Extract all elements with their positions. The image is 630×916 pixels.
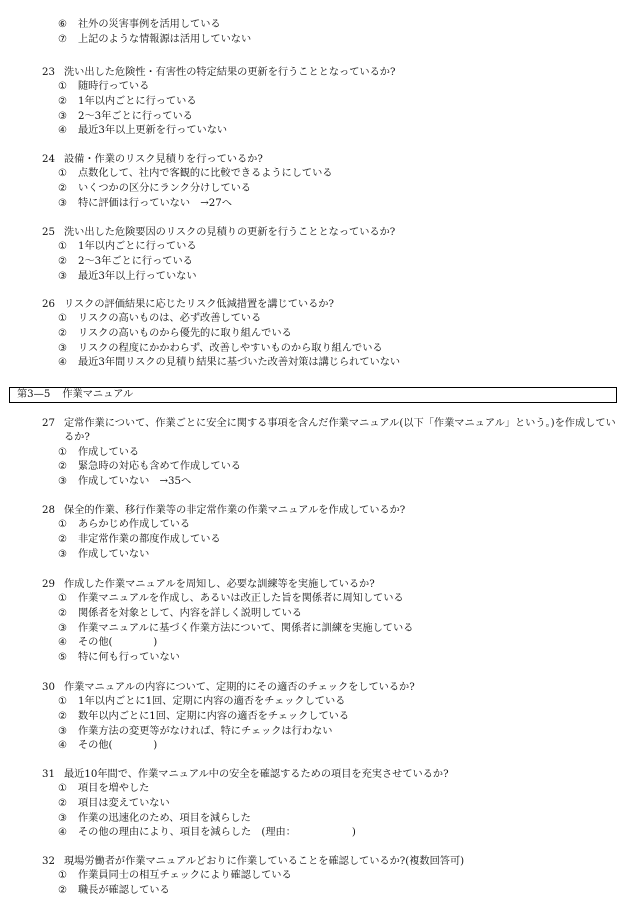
question-title: 29 作成した作業マニュアルを周知し、必要な訓練等を実施しているか? — [42, 579, 375, 590]
question-26 — [0, 298, 630, 371]
question-title: 30 作業マニュアルの内容について、定期的にその適否のチェックをしているか? — [42, 682, 415, 693]
continued-options — [0, 18, 630, 47]
options-list — [58, 312, 630, 370]
question-title: 27 定常作業について、作業ごとに安全に関する事項を含んだ作業マニュアル(以下「作業マニュアル」という。)を作成しているか? — [42, 418, 616, 444]
option-item: ④ その他( ) — [58, 637, 158, 649]
question-title: 26 リスクの評価結果に応じたリスク低減措置を講じているか? — [42, 299, 334, 310]
option-item: ③ 2〜3年ごとに行っている — [58, 110, 193, 122]
option-item: ③ 作業方法の変更等がなければ、特にチェックは行わない — [58, 725, 333, 737]
options-list — [58, 782, 630, 840]
section-number: 第3—5 — [17, 389, 51, 400]
options-list — [58, 240, 630, 284]
question-title: 31 最近10年間で、作業マニュアル中の安全を確認するための項目を充実させているか? — [42, 769, 449, 780]
option-item: ④ その他( ) — [58, 740, 158, 752]
question-23 — [0, 66, 630, 139]
option-item: ③ 特に評価は行っていない →27へ — [58, 197, 232, 209]
options-list — [58, 518, 630, 562]
question-32 — [0, 855, 630, 899]
option-item: ① 項目を増やした — [58, 783, 150, 795]
question-title: 25 洗い出した危険要因のリスクの見積りの更新を行うこととなっているか? — [42, 227, 396, 238]
option-item: ① 作業マニュアルを作成し、あるいは改正した旨を関係者に周知している — [58, 593, 404, 605]
option-item: ① リスクの高いものは、必ず改善している — [58, 313, 262, 325]
option-item: ③ 作成していない →35へ — [58, 476, 192, 487]
option-item: ④ 最近3年間リスクの見積り結果に基づいた改善対策は講じられていない — [58, 357, 401, 369]
option-item: ① 1年以内ごとに1回、定期に内容の適否をチェックしている — [58, 696, 346, 708]
question-title: 24 設備・作業のリスク見積りを行っているか? — [42, 154, 263, 165]
option-item: ⑦ 上記のような情報源は活用していない — [58, 33, 252, 45]
question-31 — [0, 768, 630, 841]
option-item: ① 随時行っている — [58, 81, 150, 93]
option-item: ③ 作成していない — [58, 548, 150, 560]
question-24 — [0, 153, 630, 211]
option-item: ③ 最近3年以上行っていない — [58, 270, 197, 282]
options-list — [58, 446, 630, 490]
option-item: ③ リスクの程度にかかわらず、改善しやすいものから取り組んでいる — [58, 342, 383, 354]
option-item: ② 1年以内ごとに行っている — [58, 96, 197, 107]
question-title: 23 洗い出した危険性・有害性の特定結果の更新を行うこととなっているか? — [42, 67, 396, 78]
option-item: ④ その他の理由により、項目を減らした (理由： ) — [58, 827, 356, 839]
question-30 — [0, 681, 630, 754]
option-item: ③ 作業マニュアルに基づく作業方法について、関係者に訓練を実施している — [58, 622, 414, 634]
option-item: ② 2〜3年ごとに行っている — [58, 256, 193, 267]
option-item: ② 非定常作業の都度作成している — [58, 534, 221, 545]
option-item: ① 作業員同士の相互チェックにより確認している — [58, 870, 292, 882]
option-item: ② 関係者を対象として、内容を詳しく説明している — [58, 608, 302, 619]
option-item: ④ 最近3年以上更新を行っていない — [58, 125, 228, 137]
option-item: ② 数年以内ごとに1回、定期に内容の適否をチェックしている — [58, 711, 350, 722]
option-item: ③ 作業の迅速化のため、項目を減らした — [58, 812, 251, 824]
option-item: ① 作成している — [58, 446, 140, 458]
option-item: ② 緊急時の対応も含めて作成している — [58, 461, 241, 473]
option-item: ① あらかじめ作成している — [58, 519, 191, 531]
option-item: ① 1年以内ごとに行っている — [58, 241, 197, 253]
options-list — [58, 167, 630, 211]
options-list — [58, 80, 630, 138]
option-item: ② 職長が確認している — [58, 885, 170, 896]
option-item: ② 項目は変えていない — [58, 798, 170, 809]
question-27 — [0, 417, 630, 490]
options-list — [58, 18, 630, 47]
question-28 — [0, 504, 630, 562]
options-list — [58, 869, 630, 898]
options-list — [58, 592, 630, 665]
option-item: ① 点数化して、社内で客観的に比較できるようにしている — [58, 168, 333, 180]
options-list — [58, 695, 630, 753]
section-header — [9, 387, 617, 403]
question-29 — [0, 578, 630, 665]
question-title: 28 保全的作業、移行作業等の非定常作業の作業マニュアルを作成しているか? — [42, 505, 406, 516]
section-title: 作業マニュアル — [62, 389, 134, 400]
option-item: ② リスクの高いものから優先的に取り組んでいる — [58, 328, 292, 339]
option-item: ② いくつかの区分にランク分けしている — [58, 183, 251, 194]
option-item: ⑥ 社外の災害事例を活用している — [58, 19, 221, 30]
question-title: 32 現場労働者が作業マニュアルどおりに作業していることを確認しているか?(複数回答可) — [42, 856, 465, 867]
question-25 — [0, 226, 630, 284]
option-item: ⑤ 特に何も行っていない — [58, 651, 180, 663]
